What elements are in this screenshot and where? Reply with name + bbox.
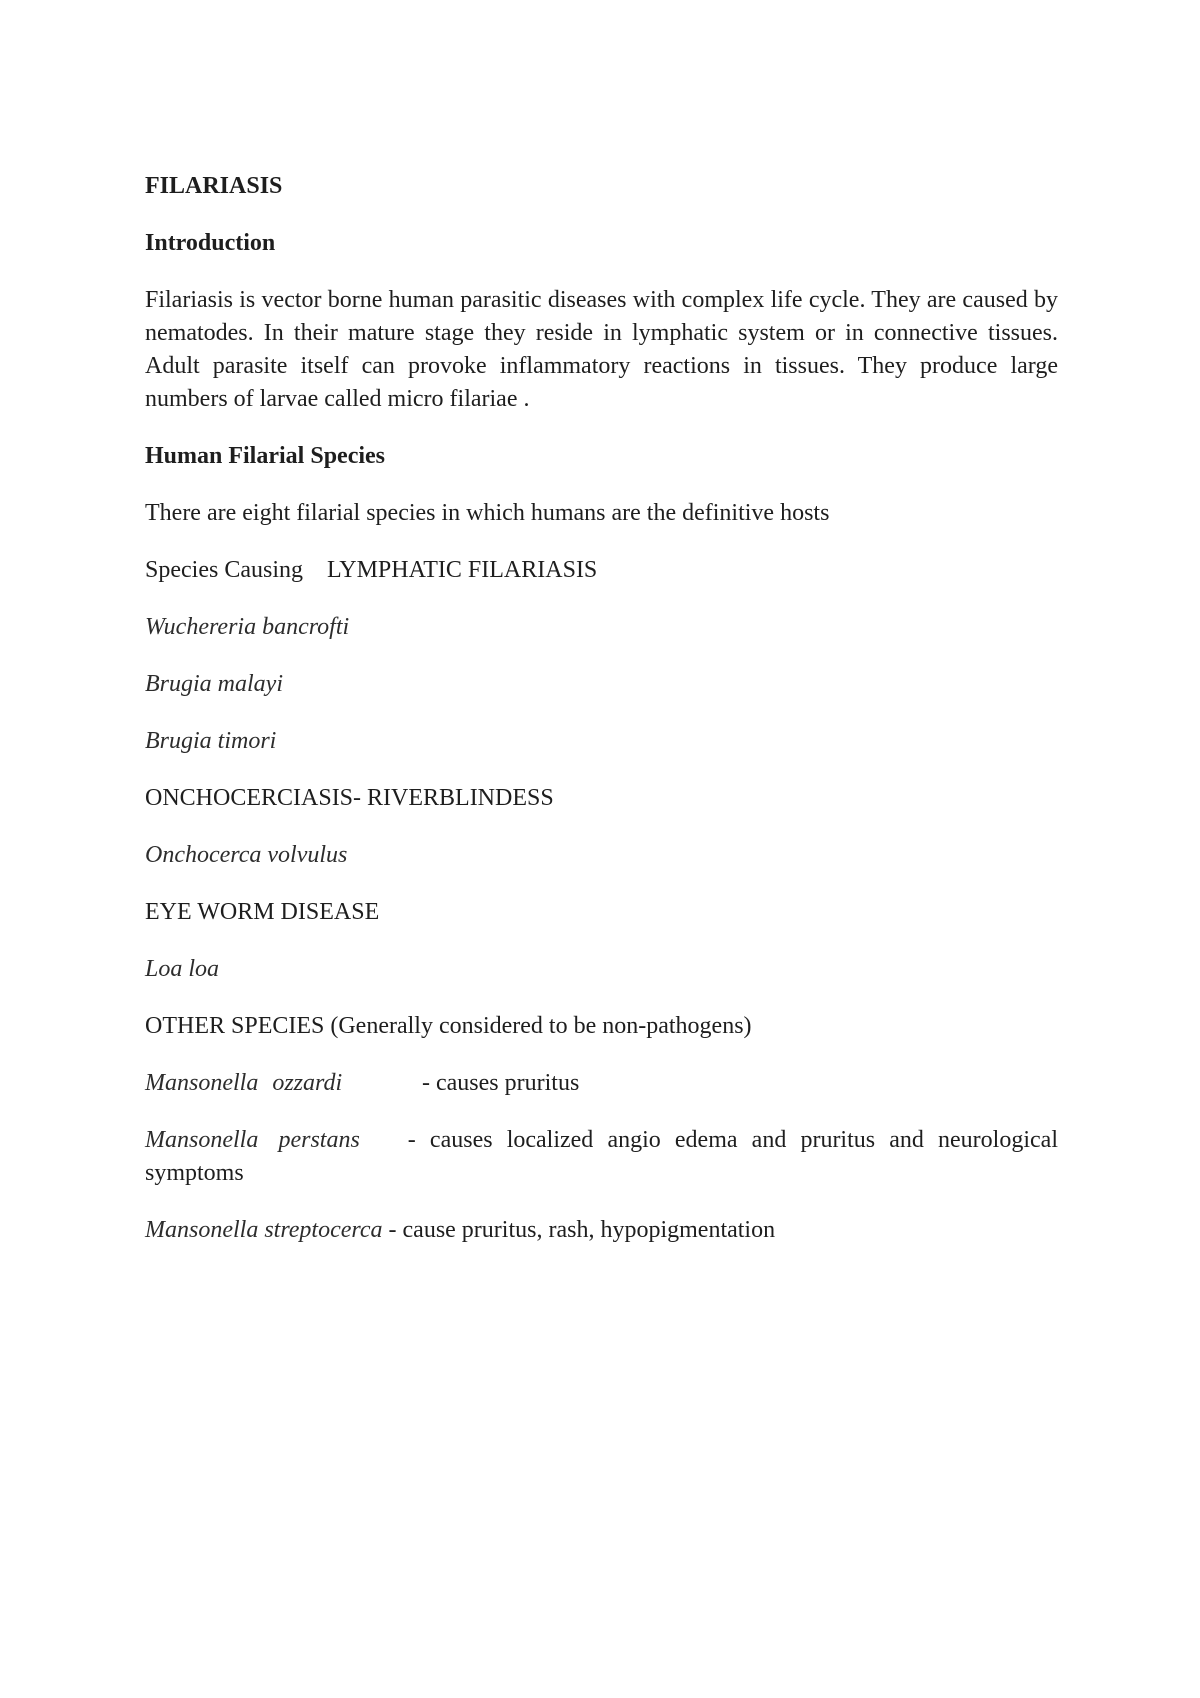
species-onchocerca-volvulus: Onchocerca volvulus <box>145 842 348 868</box>
document-title: FILARIASIS <box>145 173 283 199</box>
species-intro: There are eight filarial species in which humans are the definitive hosts <box>145 500 830 526</box>
species-description: - causes pruritus <box>422 1070 580 1096</box>
species-name: Mansonella perstans <box>145 1127 360 1153</box>
species-brugia-timori: Brugia timori <box>145 728 277 754</box>
species-description: - cause pruritus, rash, hypopigmentation <box>388 1217 776 1243</box>
introduction-paragraph: Filariasis is vector borne human parasitic diseases with complex life cycle. They are caused by nematodes. In their mature stage they reside in lymphatic system or in connective tissues. Adult parasite itself can provoke inflammatory reactions in tissues. They produce large numbers of larvae called micro filariae . <box>145 287 1058 412</box>
species-name: Mansonella ozzardi <box>145 1070 343 1096</box>
other-species-label: OTHER SPECIES (Generally considered to be non-pathogens) <box>145 1013 752 1039</box>
lymphatic-filariasis-line <box>145 554 1058 587</box>
species-brugia-malayi: Brugia malayi <box>145 671 283 697</box>
species-description: - causes localized angio edema and pruritus and neurological symptoms <box>145 1127 1058 1186</box>
species-loa-loa: Loa loa <box>145 956 220 982</box>
species-name: Mansonella streptocerca <box>145 1217 383 1243</box>
lymphatic-filariasis-label: LYMPHATIC FILARIASIS <box>326 557 598 583</box>
species-wuchereria-bancrofti: Wuchereria bancrofti <box>145 614 350 640</box>
document-page <box>145 170 1058 1271</box>
species-causing-label: Species Causing <box>145 557 303 583</box>
species-row-mansonella-perstans <box>145 1124 1058 1190</box>
introduction-heading: Introduction <box>145 230 276 256</box>
species-row-mansonella-ozzardi <box>145 1067 1058 1100</box>
onchocerciasis-label: ONCHOCERCIASIS- RIVERBLINDESS <box>145 785 554 811</box>
species-heading: Human Filarial Species <box>145 443 385 469</box>
eye-worm-label: EYE WORM DISEASE <box>145 899 380 925</box>
species-row-mansonella-streptocerca <box>145 1214 1058 1247</box>
